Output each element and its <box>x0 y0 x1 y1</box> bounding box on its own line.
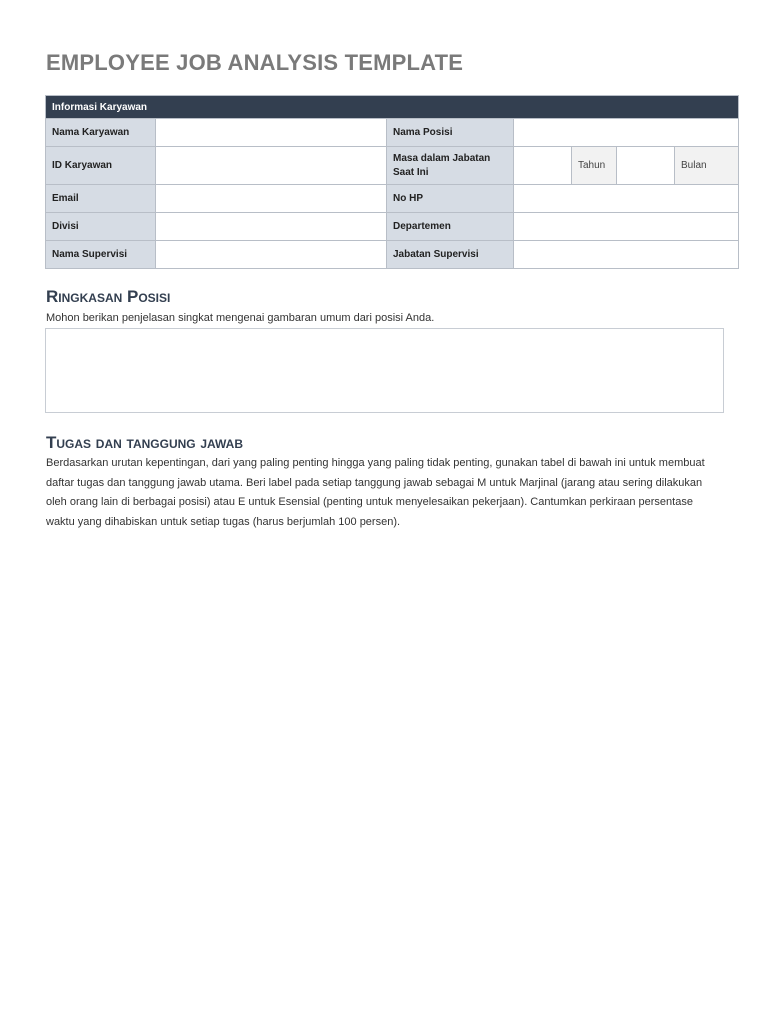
phone-field[interactable] <box>514 185 739 213</box>
label-phone: No HP <box>387 185 514 213</box>
unit-years: Tahun <box>572 147 617 185</box>
label-supervisor-title: Jabatan Supervisi <box>387 241 514 269</box>
tenure-years-field[interactable] <box>514 147 572 185</box>
unit-months: Bulan <box>675 147 739 185</box>
position-summary-instruction: Mohon berikan penjelasan singkat mengenai gambaran umum dari posisi Anda. <box>46 312 435 324</box>
position-summary-heading: Ringkasan Posisi <box>46 287 171 306</box>
employee-id-field[interactable] <box>156 147 387 185</box>
employee-name-field[interactable] <box>156 119 387 147</box>
label-department: Departemen <box>387 213 514 241</box>
label-tenure: Masa dalam Jabatan Saat Ini <box>387 147 514 185</box>
duties-instruction: Berdasarkan urutan kepentingan, dari yang paling penting hingga yang paling tidak penting, gunakan tabel di bawah ini untuk membuat daftar tugas dan tanggung jawab utama. Beri label pada setiap tanggung jawab sebagai M untuk Marjinal (jarang atau sering dilakukan oleh orang lain di berbagai posisi) atau E untuk Esensial (penting untuk menyelesaikan pekerjaan). Cantumkan perkiraan persentase waktu yang dihabiskan untuk setiap tugas (harus berjumlah 100 persen). <box>46 457 705 528</box>
supervisor-name-field[interactable] <box>156 241 387 269</box>
label-division: Divisi <box>46 213 156 241</box>
label-employee-name: Nama Karyawan <box>46 119 156 147</box>
email-field[interactable] <box>156 185 387 213</box>
department-field[interactable] <box>514 213 739 241</box>
position-summary-textarea[interactable] <box>45 328 724 413</box>
document-title: EMPLOYEE JOB ANALYSIS TEMPLATE <box>46 50 464 75</box>
supervisor-title-field[interactable] <box>514 241 739 269</box>
duties-heading: Tugas dan tanggung jawab <box>46 433 244 452</box>
label-position-name: Nama Posisi <box>387 119 514 147</box>
position-name-field[interactable] <box>514 119 739 147</box>
division-field[interactable] <box>156 213 387 241</box>
employee-info-table <box>45 95 739 269</box>
label-employee-id: ID Karyawan <box>46 147 156 185</box>
label-supervisor-name: Nama Supervisi <box>46 241 156 269</box>
label-email: Email <box>46 185 156 213</box>
table-header: Informasi Karyawan <box>46 96 739 119</box>
tenure-months-field[interactable] <box>617 147 675 185</box>
